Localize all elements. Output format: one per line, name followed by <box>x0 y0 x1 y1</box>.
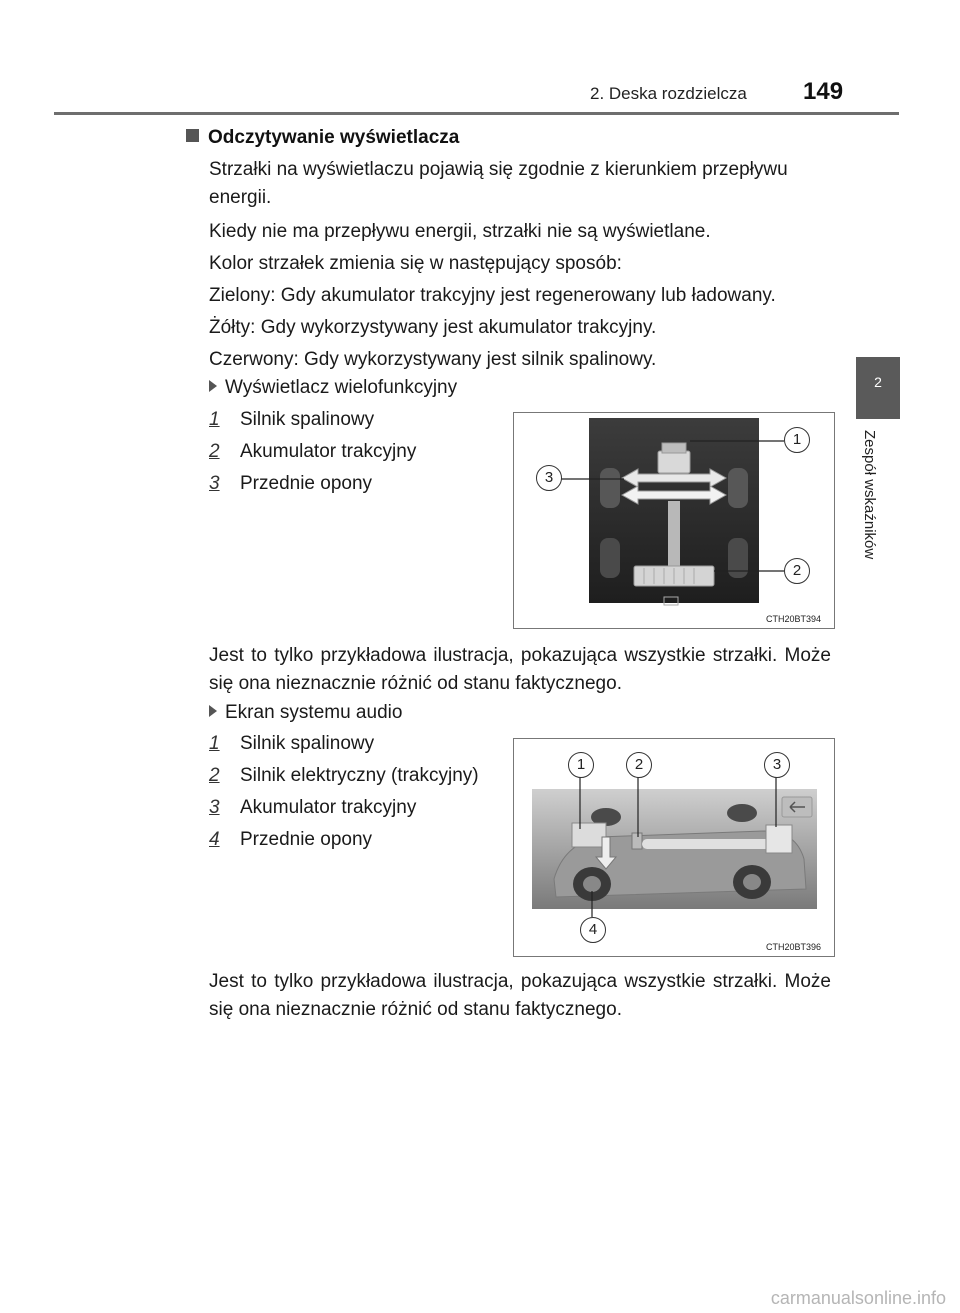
watermark: carmanualsonline.info <box>770 1288 946 1308</box>
square-bullet-icon <box>186 129 199 142</box>
list-item: 4 Przednie opony <box>209 829 373 850</box>
subsection-title-audio: Ekran systemu audio <box>209 702 402 724</box>
list-item: 3 Przednie opony <box>209 473 373 494</box>
page-number: 149 <box>803 78 844 105</box>
figure-mid-display <box>513 412 835 629</box>
paragraph-energy-flow: Strzałki na wyświetlaczu pojawią się zgodnie z kierunkiem przepływu energii. <box>209 159 788 208</box>
triangle-bullet-icon <box>209 380 217 392</box>
energy-bar <box>642 839 770 849</box>
heading-text: Odczytywanie wyświetlacza <box>208 127 460 148</box>
drive-shaft <box>668 501 680 569</box>
tire-front-left <box>600 468 620 508</box>
triangle-bullet-icon <box>209 705 217 717</box>
note-illustration: Jest to tylko przykładowa ilustracja, pokazująca wszystkie strzałki. Może się ona nieznacznie różnić od stanu faktycznego. <box>209 645 831 694</box>
callout-1: 1 <box>784 427 810 453</box>
header-divider <box>54 112 899 115</box>
callout-3: 3 <box>764 752 790 778</box>
callout-1: 1 <box>568 752 594 778</box>
paragraph-yellow: Żółty: Gdy wykorzystywany jest akumulator trakcyjny. <box>209 317 657 338</box>
callout-2: 2 <box>784 558 810 584</box>
heading <box>186 127 459 149</box>
paragraph-green: Zielony: Gdy akumulator trakcyjny jest regenerowany lub ładowany. <box>209 285 776 306</box>
callout-3: 3 <box>536 465 562 491</box>
engine <box>572 823 606 847</box>
list-item: 2 Akumulator trakcyjny <box>209 441 417 462</box>
callout-2: 2 <box>626 752 652 778</box>
paragraph-no-flow: Kiedy nie ma przepływu energii, strzałki nie są wyświetlane. <box>209 221 711 242</box>
chapter-tab-label: Zespół wskaźników <box>861 430 878 560</box>
callout-4: 4 <box>580 917 606 943</box>
list-item: 2 Silnik elektryczny (trakcyjny) <box>209 765 479 786</box>
section-title: 2. Deska rozdzielcza <box>590 84 747 103</box>
figure-audio-screen <box>513 738 835 957</box>
tire-rear-left <box>600 538 620 578</box>
list-item: 3 Akumulator trakcyjny <box>209 797 417 818</box>
paragraph-red: Czerwony: Gdy wykorzystywany jest silnik spalinowy. <box>209 349 657 370</box>
figure-code: CTH20BT396 <box>766 942 822 952</box>
figure-code: CTH20BT394 <box>766 614 822 624</box>
chapter-tab-number: 2 <box>874 374 882 390</box>
tire-rear-right <box>728 538 748 578</box>
electric-motor <box>632 833 642 849</box>
list-item: 1 Silnik spalinowy <box>209 409 375 430</box>
tire-front-right <box>728 468 748 508</box>
paragraph-colors: Kolor strzałek zmienia się w następujący sposób: <box>209 253 622 274</box>
traction-battery <box>766 825 792 853</box>
engine-block <box>658 451 690 473</box>
list-item: 1 Silnik spalinowy <box>209 733 375 754</box>
note-illustration: Jest to tylko przykładowa ilustracja, pokazująca wszystkie strzałki. Może się ona nieznacznie różnić od stanu faktycznego. <box>209 971 831 1020</box>
subsection-title-mid: Wyświetlacz wielofunkcyjny <box>209 377 457 399</box>
